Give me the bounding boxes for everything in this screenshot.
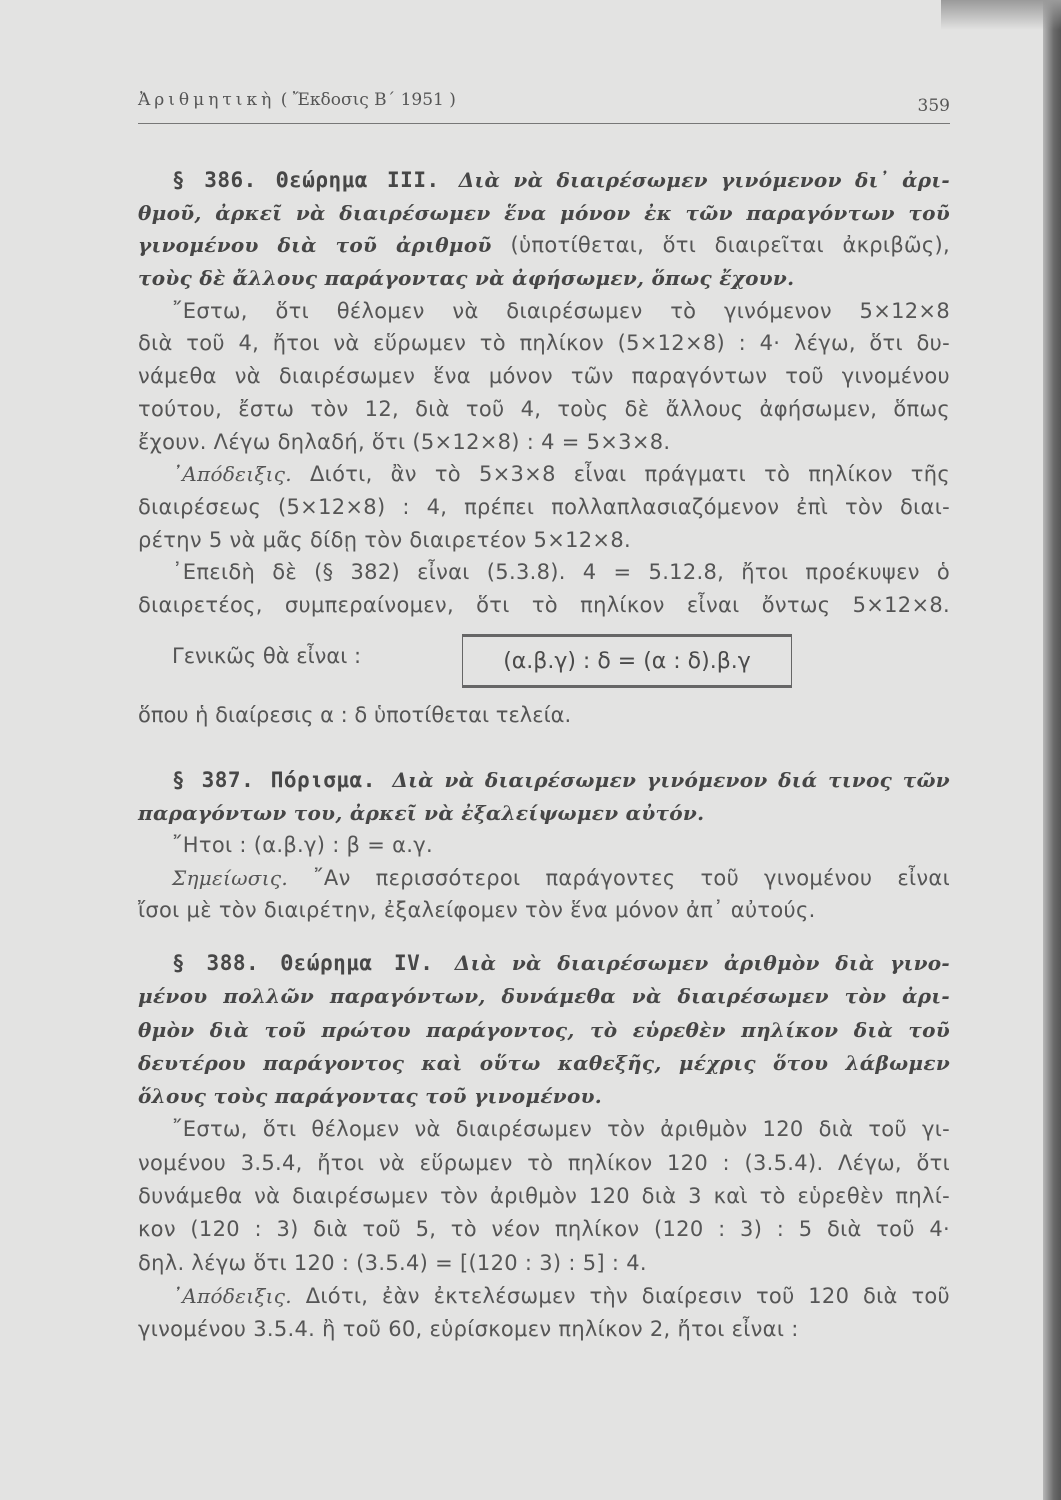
running-header — [138, 86, 950, 120]
section-heading: § 386. Θεώρημα III. — [172, 168, 459, 192]
body-text: Διότι, ἂν τὸ 5×3×8 εἶναι πράγματι τὸ πηλίκον τῆς — [310, 462, 950, 487]
text-line — [138, 764, 950, 797]
body-text: δυνάμεθα νὰ διαιρέσωμεν τὸν ἀριθμὸν 120 διὰ 3 καὶ τὸ εὑρεθὲν πηλί- — [138, 1184, 950, 1209]
text-line — [138, 980, 950, 1013]
section-387 — [138, 764, 950, 927]
body-text: ρέτην 5 νὰ μᾶς δίδῃ τὸν διαιρετέον 5×12×8. — [138, 527, 631, 552]
page-corner-shadow — [941, 0, 1061, 30]
boxed-formula — [462, 634, 792, 688]
text-line — [138, 1313, 950, 1346]
section-386 — [138, 164, 950, 622]
theorem-statement: Διὰ νὰ διαιρέσωμεν γινόμενον δι᾿ ἀρι- — [458, 168, 950, 192]
body-text: κον (120 : 3) διὰ τοῦ 5, τὸ νέον πηλίκον (120 : 3) : 5 διὰ τοῦ 4· — [138, 1217, 950, 1242]
theorem-statement: ὅλους τοὺς παράγοντας τοῦ γινομένου. — [138, 1084, 603, 1109]
book-title — [138, 90, 456, 110]
body-text: ῎Εστω, ὅτι θέλομεν νὰ διαιρέσωμεν τὸν ἀριθμὸν 120 διὰ τοῦ γι- — [172, 1117, 950, 1142]
body-text: ἴσοι μὲ τὸν διαιρέτην, ἐξαλείφομεν τὸν ἕνα μόνον ἀπ᾿ αὐτούς. — [138, 898, 816, 922]
body-text: διαιρετέος, συμπεραίνομεν, ὅτι τὸ πηλίκον εἶναι ὄντως 5×12×8. — [138, 592, 950, 617]
page-edge-shadow — [1043, 0, 1061, 1500]
text-line — [138, 947, 950, 980]
text-line — [138, 1147, 950, 1180]
theorem-statement: τοὺς δὲ ἄλλους παράγοντας νὰ ἀφήσωμεν, ὅπως ἔχουν. — [138, 266, 795, 291]
theorem-statement: δευτέρου παράγοντος καὶ οὕτω καθεξῆς, μέχρις ὅτου λάβωμεν — [138, 1050, 950, 1075]
text-line — [138, 458, 950, 491]
text-line — [138, 327, 950, 360]
text-line — [138, 524, 950, 557]
text-line — [138, 862, 950, 895]
formula-text: (α.β.γ) : δ = (α : δ).β.γ — [503, 648, 751, 674]
text-line — [138, 556, 950, 589]
condition-note: ὅπου ἡ διαίρεσις α : δ ὑποτίθεται τελεία. — [138, 703, 572, 727]
text-line — [138, 1280, 950, 1313]
body-text: ῎Εστω, ὅτι θέλομεν νὰ διαιρέσωμεν τὸ γινόμενον 5×12×8 — [172, 298, 950, 323]
text-line — [138, 1180, 950, 1213]
body-text: διὰ τοῦ 4, ἤτοι νὰ εὕρωμεν τὸ πηλίκον (5×12×8) : 4· λέγω, ὅτι δυ- — [138, 331, 950, 356]
body-text: (ὑποτίθεται, ὅτι διαιρεῖται ἀκριβῶς), — [510, 233, 950, 258]
theorem-statement: μένου πολλῶν παραγόντων, δυνάμεθα νὰ διαιρέσωμεν τὸν ἀρι- — [138, 984, 950, 1009]
body-text: Διότι, ἐὰν ἐκτελέσωμεν τὴν διαίρεσιν τοῦ 120 διὰ τοῦ — [305, 1283, 950, 1308]
text-line — [138, 262, 950, 295]
label-italic: ᾿Απόδειξις. — [172, 1283, 292, 1308]
text-line — [138, 164, 950, 197]
header-rule — [138, 123, 950, 124]
body-text: ἔχουν. Λέγω δηλαδή, ὅτι (5×12×8) : 4 = 5×3×8. — [138, 429, 671, 454]
theorem-statement: Διὰ νὰ διαιρέσωμεν ἀριθμὸν διὰ γινο- — [454, 951, 950, 975]
text-line — [138, 1113, 950, 1146]
section-388 — [138, 947, 950, 1347]
body-text: ῎Αν περισσότεροι παράγοντες τοῦ γινομένου εἶναι — [313, 865, 950, 890]
text-line — [138, 1047, 950, 1080]
text-line — [138, 1080, 950, 1113]
body-text: ᾿Επειδὴ δὲ (§ 382) εἶναι (5.3.8). 4 = 5.12.8, ἤτοι προέκυψεν ὁ — [172, 560, 950, 585]
theorem-statement: θμοῦ, ἀρκεῖ νὰ διαιρέσωμεν ἕνα μόνον ἐκ τῶν παραγόντων τοῦ — [138, 200, 950, 225]
general-label: Γενικῶς θὰ εἶναι : — [172, 644, 362, 668]
text-line — [138, 829, 950, 862]
body-text: νάμεθα νὰ διαιρέσωμεν ἕνα μόνον τῶν παραγόντων τοῦ γινομένου — [138, 364, 950, 389]
text-line — [138, 393, 950, 426]
text-line — [138, 589, 950, 622]
body-text: ῎Ητοι : (α.β.γ) : β = α.γ. — [172, 833, 433, 857]
body-text: δηλ. λέγω ὅτι 120 : (3.5.4) = [(120 : 3) : 5] : 4. — [138, 1250, 647, 1275]
text-line — [138, 1213, 950, 1246]
text-line — [138, 1014, 950, 1047]
body-text: νομένου 3.5.4, ἤτοι νὰ εὕρωμεν τὸ πηλίκον 120 : (3.5.4). Λέγω, ὅτι — [138, 1150, 950, 1175]
theorem-statement: Διὰ νὰ διαιρέσωμεν γινόμενον διά τινος τῶν — [392, 768, 950, 792]
theorem-statement: γινομένου διὰ τοῦ ἀριθμοῦ — [138, 233, 511, 258]
body-text: τούτου, ἔστω τὸν 12, διὰ τοῦ 4, τοὺς δὲ ἄλλους ἀφήσωμεν, ὅπως — [138, 396, 950, 421]
section-heading: § 388. Θεώρημα IV. — [172, 951, 455, 975]
page-number: 359 — [917, 96, 950, 116]
book-title-text: Ἀριθμητικὴ — [138, 90, 276, 110]
text-line — [138, 295, 950, 328]
label-italic: ᾿Απόδειξις. — [172, 462, 292, 487]
edition-text: ( Ἔκδοσις Β΄ 1951 ) — [280, 90, 456, 110]
text-line — [138, 426, 950, 459]
section-heading: § 387. Πόρισμα. — [172, 768, 393, 792]
text-line — [138, 1247, 950, 1280]
text-line — [138, 894, 950, 927]
text-line — [138, 360, 950, 393]
text-line — [138, 229, 950, 262]
theorem-statement: θμὸν διὰ τοῦ πρώτου παράγοντος, τὸ εὑρεθὲν πηλίκον διὰ τοῦ — [138, 1017, 950, 1042]
text-line — [138, 797, 950, 830]
body-text: γινομένου 3.5.4. ἢ τοῦ 60, εὑρίσκομεν πηλίκον 2, ἤτοι εἶναι : — [138, 1317, 799, 1342]
theorem-statement: παραγόντων του, ἀρκεῖ νὰ ἐξαλείψωμεν αὐτόν. — [138, 800, 705, 825]
body-text: διαιρέσεως (5×12×8) : 4, πρέπει πολλαπλασιαζόμενον ἐπὶ τὸν διαι- — [138, 494, 950, 519]
label-italic: Σημείωσις. — [172, 865, 289, 890]
text-line — [138, 491, 950, 524]
text-line — [138, 197, 950, 230]
